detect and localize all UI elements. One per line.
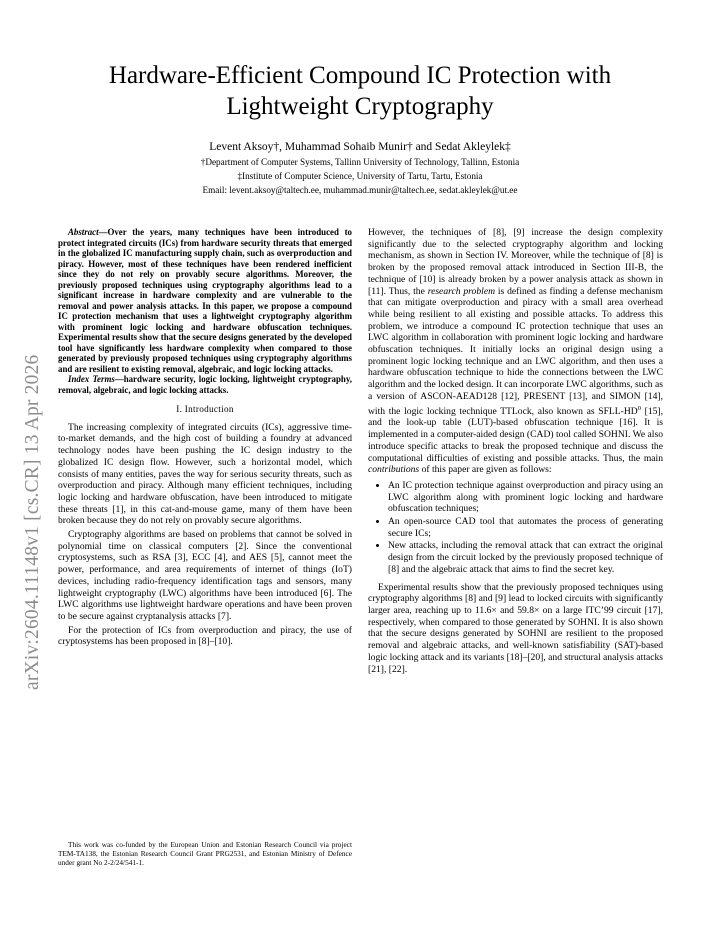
right-p1-part-a: However, the techniques of [8], [9] increase the design complexity significantly due to the selected cryptography algorithm and locking mechanism, as shown in Section IV. Moreover, while the technique of [8] is broken by the proposed removal attack introduced in Section III-B, the technique of [10] is already broken by a power analysis attack as shown in [11]. Thus, the bbox=[368, 227, 663, 297]
index-terms-label: Index Terms bbox=[68, 374, 115, 384]
contribution-item: • New attacks, including the removal attack that can extract the original design from the circuit locked by the previously proposed technique of [8] and the algebraic attack that aims to find the secret key. bbox=[388, 540, 663, 575]
right-paragraph-1 bbox=[368, 227, 663, 476]
intro-paragraph-2: Cryptography algorithms are based on problems that cannot be solved in polynomial time on classical computers [2]. Since the conventional cryptosystems, such as RSA [3], ECC [4], and AES [5], cannot meet the power, performance, and area requirements of internet of things (IoT) devices, including radio-frequency identification tags and sensors, many lightweight cryptography (LWC) algorithms have been introduced [6]. The LWC algorithms use lightweight hardware operations and have been proven to be secure against cryptanalysis attacks [7]. bbox=[58, 529, 352, 622]
title-line-2: Lightweight Cryptography bbox=[226, 93, 494, 120]
paper-title bbox=[60, 60, 660, 122]
abstract-label: Abstract bbox=[68, 227, 99, 237]
affiliation-1: †Department of Computer Systems, Tallinn University of Technology, Tallinn, Estonia bbox=[200, 157, 520, 167]
section-heading-introduction: I. Introduction bbox=[176, 404, 234, 414]
arxiv-stamp-text: arXiv:2604.11148v1 [cs.CR] 13 Apr 2026 bbox=[22, 354, 43, 690]
index-terms bbox=[58, 374, 352, 395]
right-p1-part-b: is defined as finding a defense mechanism that can mitigate overproduction and piracy with a small area overhead while being resilient to all existing and possible attacks. To address this problem, we introduce a compound IC protection technique that uses an LWC algorithm in collaboration with prominent logic locking and hardware obfuscation techniques. It initially locks an original design using a prominent logic locking technique and an LWC algorithm, and then uses a hardware obfuscation technique to hide the connections between the LWC algorithm and the locked design. It can incorporate LWC algorithms, such as a version of ASCON-AEAD128 [12], PRESENT [13], and SIMON [14], with the logic locking technique TTLock, also known as SFLL-HD bbox=[368, 285, 664, 417]
email-line: Email: levent.aksoy@taltech.ee, muhammad.munir@taltech.ee, sedat.akleylek@ut.ee bbox=[202, 185, 518, 195]
abstract-text: —Over the years, many techniques have been introduced to protect integrated circuits (ICs) from hardware security threats that emerged in the globalized IC manufacturing supply chain, such as overproduction and piracy. However, most of these techniques have been rendered inefficient since they do not rely on provably secure algorithms. Moreover, the previously proposed techniques using cryptography algorithms lead to a significant increase in hardware complexity and are vulnerable to the removal and power analysis attacks. In this paper, we propose a compound IC protection mechanism that uses a lightweight cryptography algorithm with prominent logic locking and hardware obfuscation techniques. Experimental results show that the secure designs generated by the developed tool have significantly less hardware complexity when compared to those generated by previously proposed techniques using cryptography algorithms and are resilient to existing removal, algebraic, and logic locking attacks. bbox=[58, 227, 352, 374]
intro-paragraph-1: The increasing complexity of integrated circuits (ICs), aggressive time-to-market demands, and the high cost of building a foundry at advanced technology nodes have been pushing the IC design industry to the globalized IC design flow. However, such a horizontal model, which consists of many entities, paves the way for serious security threats, such as overproduction and piracy. Although many efficient techniques, including logic locking and hardware obfuscation, have been introduced to mitigate these threats [1], in this cat-and-mouse game, many of them have been broken because they do not rely on provably secure algorithms. bbox=[58, 421, 352, 527]
arxiv-stamp bbox=[22, 250, 44, 690]
right-paragraph-2: Experimental results show that the previously proposed techniques using cryptography algorithms [8] and [9] lead to locked circuits with significantly larger area, reaching up to 11.6× and 59.8× on a large ITC’99 circuit [17], respectively, when compared to those generated by SOHNI. It is also shown that the secure designs generated by SOHNI are resilient to the proposed removal and algebraic attacks, and well-known satisfiability (SAT)-based logic locking attack and its variants [18]–[20], and structural analysis attacks [21], [22]. bbox=[368, 581, 663, 675]
right-column bbox=[368, 227, 663, 677]
contributions-emphasis: contributions bbox=[368, 464, 420, 476]
index-terms-text: —hardware security, logic locking, lightweight cryptography, removal, algebraic, and logic locking attacks. bbox=[58, 374, 352, 395]
funding-footnote: This work was co-funded by the European Union and Estonian Research Council via project TEM-TA138, the Estonian Research Council Grant PRG2531, and Estonian Ministry of Defence under grant No 2-2/24/541-1. bbox=[58, 840, 352, 867]
affiliation-2: ‡Institute of Computer Science, University of Tartu, Tartu, Estonia bbox=[237, 171, 483, 181]
intro-paragraph-3: For the protection of ICs from overproduction and piracy, the use of cryptosystems has been proposed in [8]–[10]. bbox=[58, 624, 352, 648]
contributions-list bbox=[368, 480, 663, 576]
sfll-superscript: 0 bbox=[637, 404, 641, 412]
right-p1-part-c: [15], and the look-up table (LUT)-based obfuscation technique [16]. It is implemented in a computer-aided design (CAD) tool called SOHNI. We also introduce specific attacks to break the proposed technique and discuss the computational difficulties of existing and possible attacks. Thus, the main bbox=[368, 405, 664, 464]
authors: Levent Aksoy†, Muhammad Sohaib Munir† and Sedat Akleylek‡ bbox=[209, 141, 511, 153]
left-column bbox=[58, 227, 352, 650]
contribution-item: • An open-source CAD tool that automates the process of generating secure ICs; bbox=[388, 516, 663, 539]
research-problem-emphasis: research problem bbox=[427, 285, 496, 297]
title-line-1: Hardware-Efficient Compound IC Protection with bbox=[108, 62, 612, 89]
right-p1-part-d: of this paper are given as follows: bbox=[419, 464, 552, 476]
abstract bbox=[58, 227, 352, 374]
contribution-item: • An IC protection technique against overproduction and piracy using an LWC algorithm along with prominent logic locking and hardware obfuscation techniques; bbox=[388, 480, 663, 515]
